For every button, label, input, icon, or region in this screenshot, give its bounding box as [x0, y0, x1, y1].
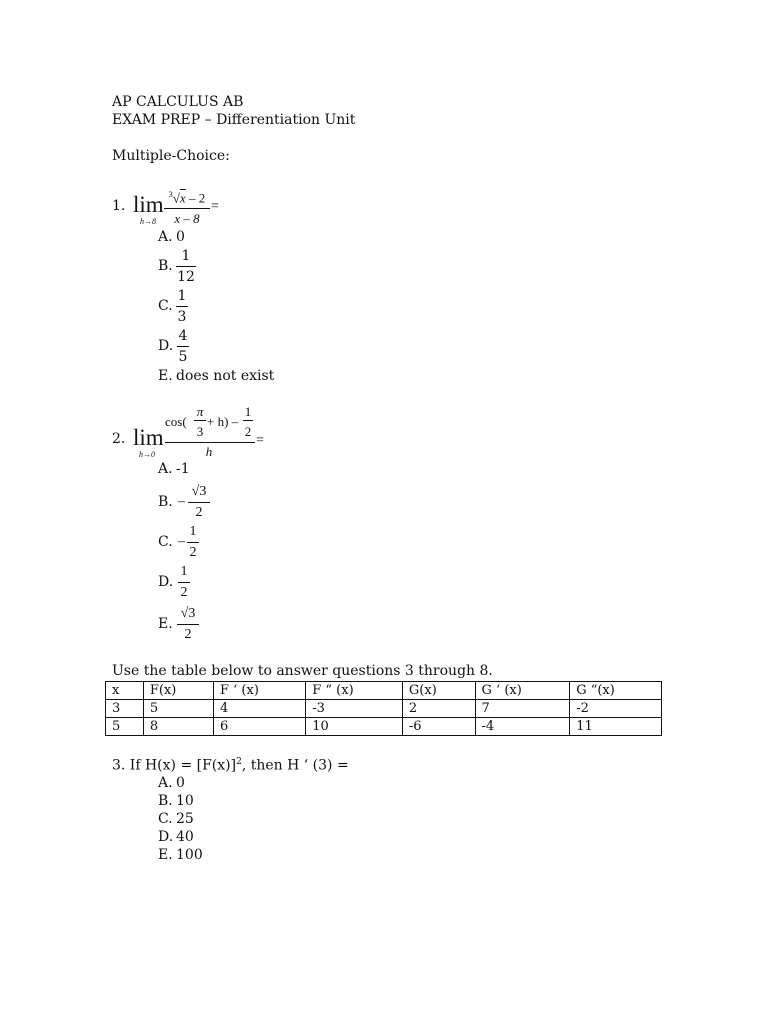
question-3-prompt	[112, 757, 349, 774]
fraction-bar	[176, 306, 188, 307]
prompt-suffix: , then H ‘ (3) =	[241, 757, 349, 774]
option-letter: E.	[158, 616, 173, 632]
fraction-denominator: 2	[180, 585, 188, 600]
option-text: does not exist	[176, 368, 275, 384]
option-letter: C.	[158, 298, 173, 314]
three-denominator: 3	[196, 424, 204, 439]
fraction-denominator: 5	[178, 349, 188, 365]
cos-prefix: cos(	[165, 414, 187, 429]
option-text: 100	[176, 847, 203, 863]
exam-subtitle: EXAM PREP – Differentiation Unit	[112, 112, 356, 128]
fraction-bar	[243, 420, 253, 421]
option-letter: C.	[158, 811, 173, 827]
option-letter: A.	[158, 461, 173, 477]
section-heading: Multiple-Choice:	[112, 148, 230, 164]
option-letter: B.	[158, 494, 173, 510]
half-denominator: 2	[244, 424, 252, 439]
table-cell: -3	[306, 700, 403, 718]
option-text: 40	[176, 829, 194, 845]
option-fraction	[177, 327, 189, 366]
limit-subscript: h→0	[139, 450, 155, 459]
table-cell: 8	[143, 718, 213, 736]
option-letter: A.	[158, 229, 173, 245]
table-header-cell: F “ (x)	[306, 682, 403, 700]
table-cell: 10	[306, 718, 403, 736]
limit-fraction	[164, 186, 210, 228]
table-intro: Use the table below to answer questions 3 through 8.	[112, 663, 493, 679]
table-cell: -6	[402, 718, 475, 736]
fraction-numerator: 1	[177, 288, 187, 304]
fraction-numerator: √3	[180, 606, 196, 621]
option-fraction	[187, 523, 199, 562]
fraction-bar	[188, 502, 210, 503]
values-table	[105, 681, 662, 736]
table-row	[106, 718, 662, 736]
option-letter: D.	[158, 338, 174, 354]
question-number: 2.	[112, 431, 126, 447]
table-header-cell: F ‘ (x)	[214, 682, 306, 700]
fraction-bar	[164, 208, 210, 209]
fraction-bar	[176, 266, 196, 267]
table-cell: 5	[143, 700, 213, 718]
pi-symbol: π	[196, 404, 204, 419]
table-cell: -2	[570, 700, 662, 718]
numerator-rest: – 2	[185, 190, 206, 206]
fraction-bar	[194, 420, 206, 421]
table-cell: 2	[402, 700, 475, 718]
option-text: 0	[176, 229, 185, 245]
table-cell: 7	[475, 700, 570, 718]
option-fraction	[176, 287, 188, 326]
table-cell: 4	[214, 700, 306, 718]
main-fraction-bar	[165, 442, 255, 443]
limit-symbol: lim	[133, 192, 164, 217]
fraction-denominator: h	[205, 444, 213, 459]
fraction-denominator: 2	[189, 545, 197, 560]
option-letter: B.	[158, 793, 173, 809]
equals-sign: =	[256, 433, 264, 448]
fraction-numerator: 1	[180, 564, 188, 579]
table-cell: 3	[106, 700, 144, 718]
table-row	[106, 700, 662, 718]
option-letter: B.	[158, 258, 173, 274]
fraction-denominator: 2	[184, 627, 192, 642]
option-letter: C.	[158, 534, 173, 550]
fraction-numerator: 1	[189, 524, 197, 539]
table-header-cell: G ‘ (x)	[475, 682, 570, 700]
table-cell: 6	[214, 718, 306, 736]
table-cell: -4	[475, 718, 570, 736]
course-title: AP CALCULUS AB	[112, 94, 244, 110]
fraction-numerator: √3	[191, 484, 207, 499]
table-header-cell: x	[106, 682, 144, 700]
option-text: -1	[176, 461, 190, 477]
fraction-denominator: 3	[177, 309, 187, 325]
option-text: 0	[176, 775, 185, 791]
limit-fraction	[165, 402, 257, 462]
fraction-numerator: 1	[181, 248, 191, 264]
radicand: x	[179, 190, 186, 206]
option-text: 10	[176, 793, 194, 809]
option-letter: A.	[158, 775, 173, 791]
negative-sign: –	[178, 534, 185, 549]
fraction-bar	[178, 582, 190, 583]
option-letter: E.	[158, 847, 173, 863]
option-fraction	[177, 605, 199, 644]
question-number: 1.	[112, 198, 126, 214]
table-header-cell: G “(x)	[570, 682, 662, 700]
fraction-bar	[187, 542, 199, 543]
option-letter: E.	[158, 368, 173, 384]
table-header-cell: F(x)	[143, 682, 213, 700]
option-text: 25	[176, 811, 194, 827]
root-index: 3	[168, 190, 173, 199]
limit-subscript: h→8	[140, 217, 156, 226]
option-fraction	[176, 247, 196, 286]
plus-h: + h) –	[207, 414, 239, 429]
table-header-row	[106, 682, 662, 700]
fraction-denominator: 12	[177, 269, 195, 285]
table-cell: 5	[106, 718, 144, 736]
fraction-numerator	[164, 186, 210, 207]
table-cell: 11	[570, 718, 662, 736]
table-header-cell: G(x)	[402, 682, 475, 700]
equals-sign: =	[211, 199, 219, 214]
option-fraction	[178, 563, 190, 602]
fraction-denominator: 2	[195, 505, 203, 520]
fraction-denominator: x – 8	[174, 211, 200, 227]
option-letter: D.	[158, 829, 174, 845]
option-fraction	[188, 483, 210, 522]
prompt-prefix: 3. If H(x) = [F(x)]	[112, 757, 237, 774]
negative-sign: –	[178, 494, 185, 509]
fraction-bar	[177, 346, 189, 347]
fraction-bar	[177, 624, 199, 625]
exponent: 2	[236, 757, 242, 767]
option-letter: D.	[158, 574, 174, 590]
half-numerator: 1	[244, 404, 252, 419]
radical-sign: √	[172, 190, 180, 206]
fraction-numerator: 4	[178, 328, 188, 344]
limit-symbol: lim	[133, 425, 164, 450]
